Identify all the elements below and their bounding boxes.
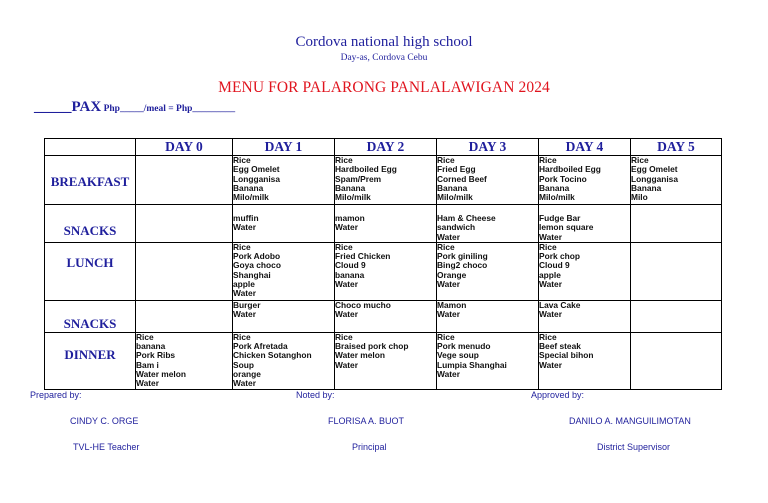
menu-cell: Rice Braised pork chop Water melon Water: [335, 332, 437, 389]
menu-cell: Rice Egg Omelet Longganisa Banana Milo: [631, 156, 722, 205]
menu-cell: Rice Beef steak Special bihon Water: [539, 332, 631, 389]
menu-cell: muffin Water: [233, 205, 335, 243]
menu-cell: [136, 205, 233, 243]
school-address: Day-as, Cordova Cebu: [340, 53, 428, 63]
corner-cell: [45, 139, 136, 156]
meal-row-snacks-pm: [45, 300, 722, 332]
menu-cell: Rice banana Pork Ribs Bam i Water melon Water: [136, 332, 233, 389]
pax-price: Php_____/meal = Php_________: [101, 104, 236, 114]
menu-cell: Rice Pork menudo Vege soup Lumpia Shanghai Water: [437, 332, 539, 389]
noted-by-title: Principal: [352, 442, 387, 452]
menu-cell: [631, 300, 722, 332]
menu-cell: Ham & Cheese sandwich Water: [437, 205, 539, 243]
day-header: DAY 2: [335, 139, 437, 156]
prepared-by-name: CINDY C. ORGE: [70, 416, 139, 426]
menu-cell: Mamon Water: [437, 300, 539, 332]
menu-cell: Burger Water: [233, 300, 335, 332]
meal-label: SNACKS: [45, 205, 136, 243]
menu-cell: Rice Fried Chicken Cloud 9 banana Water: [335, 242, 437, 300]
menu-cell: [631, 205, 722, 243]
meal-label: DINNER: [45, 332, 136, 389]
menu-title: MENU FOR PALARONG PANLALAWIGAN 2024: [218, 79, 550, 96]
approved-by-label: Approved by:: [531, 390, 585, 400]
meal-label: SNACKS: [45, 300, 136, 332]
pax-blank: _____: [34, 99, 72, 115]
menu-cell: [631, 332, 722, 389]
menu-cell: Lava Cake Water: [539, 300, 631, 332]
school-name: Cordova national high school: [295, 34, 473, 50]
day-header-row: [45, 139, 722, 156]
pax-label: PAX: [71, 99, 102, 115]
meal-label: BREAKFAST: [45, 156, 136, 205]
prepared-by-label: Prepared by:: [30, 390, 82, 400]
meal-row-snacks-am: [45, 205, 722, 243]
meal-label: LUNCH: [45, 242, 136, 300]
menu-cell: Rice Pork Adobo Goya choco Shanghai apple Water: [233, 242, 335, 300]
approved-by-title: District Supervisor: [597, 442, 671, 452]
day-header: DAY 4: [539, 139, 631, 156]
noted-by-name: FLORISA A. BUOT: [328, 416, 405, 426]
noted-by-label: Noted by:: [296, 390, 335, 400]
day-header: DAY 0: [136, 139, 233, 156]
menu-cell: Rice Fried Egg Corned Beef Banana Milo/milk: [437, 156, 539, 205]
day-header: DAY 1: [233, 139, 335, 156]
pax-line: [34, 98, 235, 116]
menu-cell: [136, 300, 233, 332]
meal-row-lunch: [45, 242, 722, 300]
day-header: DAY 5: [631, 139, 722, 156]
menu-cell: [631, 242, 722, 300]
menu-cell: mamon Water: [335, 205, 437, 243]
menu-table: [44, 138, 722, 390]
menu-cell: Rice Pork Afretada Chicken Sotanghon Soup orange Water: [233, 332, 335, 389]
menu-cell: Fudge Bar lemon square Water: [539, 205, 631, 243]
menu-cell: Rice Pork giniling Bing2 choco Orange Water: [437, 242, 539, 300]
menu-cell: Rice Pork chop Cloud 9 apple Water: [539, 242, 631, 300]
menu-cell: Rice Egg Omelet Longganisa Banana Milo/milk: [233, 156, 335, 205]
menu-cell: Rice Hardboiled Egg Spam/Prem Banana Milo/milk: [335, 156, 437, 205]
approved-by-name: DANILO A. MANGUILIMOTAN: [569, 416, 691, 426]
menu-cell: Choco mucho Water: [335, 300, 437, 332]
day-header: DAY 3: [437, 139, 539, 156]
prepared-by-title: TVL-HE Teacher: [73, 442, 140, 452]
menu-cell: [136, 156, 233, 205]
menu-cell: Rice Hardboiled Egg Pork Tocino Banana Milo/milk: [539, 156, 631, 205]
meal-row-breakfast: [45, 156, 722, 205]
meal-row-dinner: [45, 332, 722, 389]
menu-cell: [136, 242, 233, 300]
